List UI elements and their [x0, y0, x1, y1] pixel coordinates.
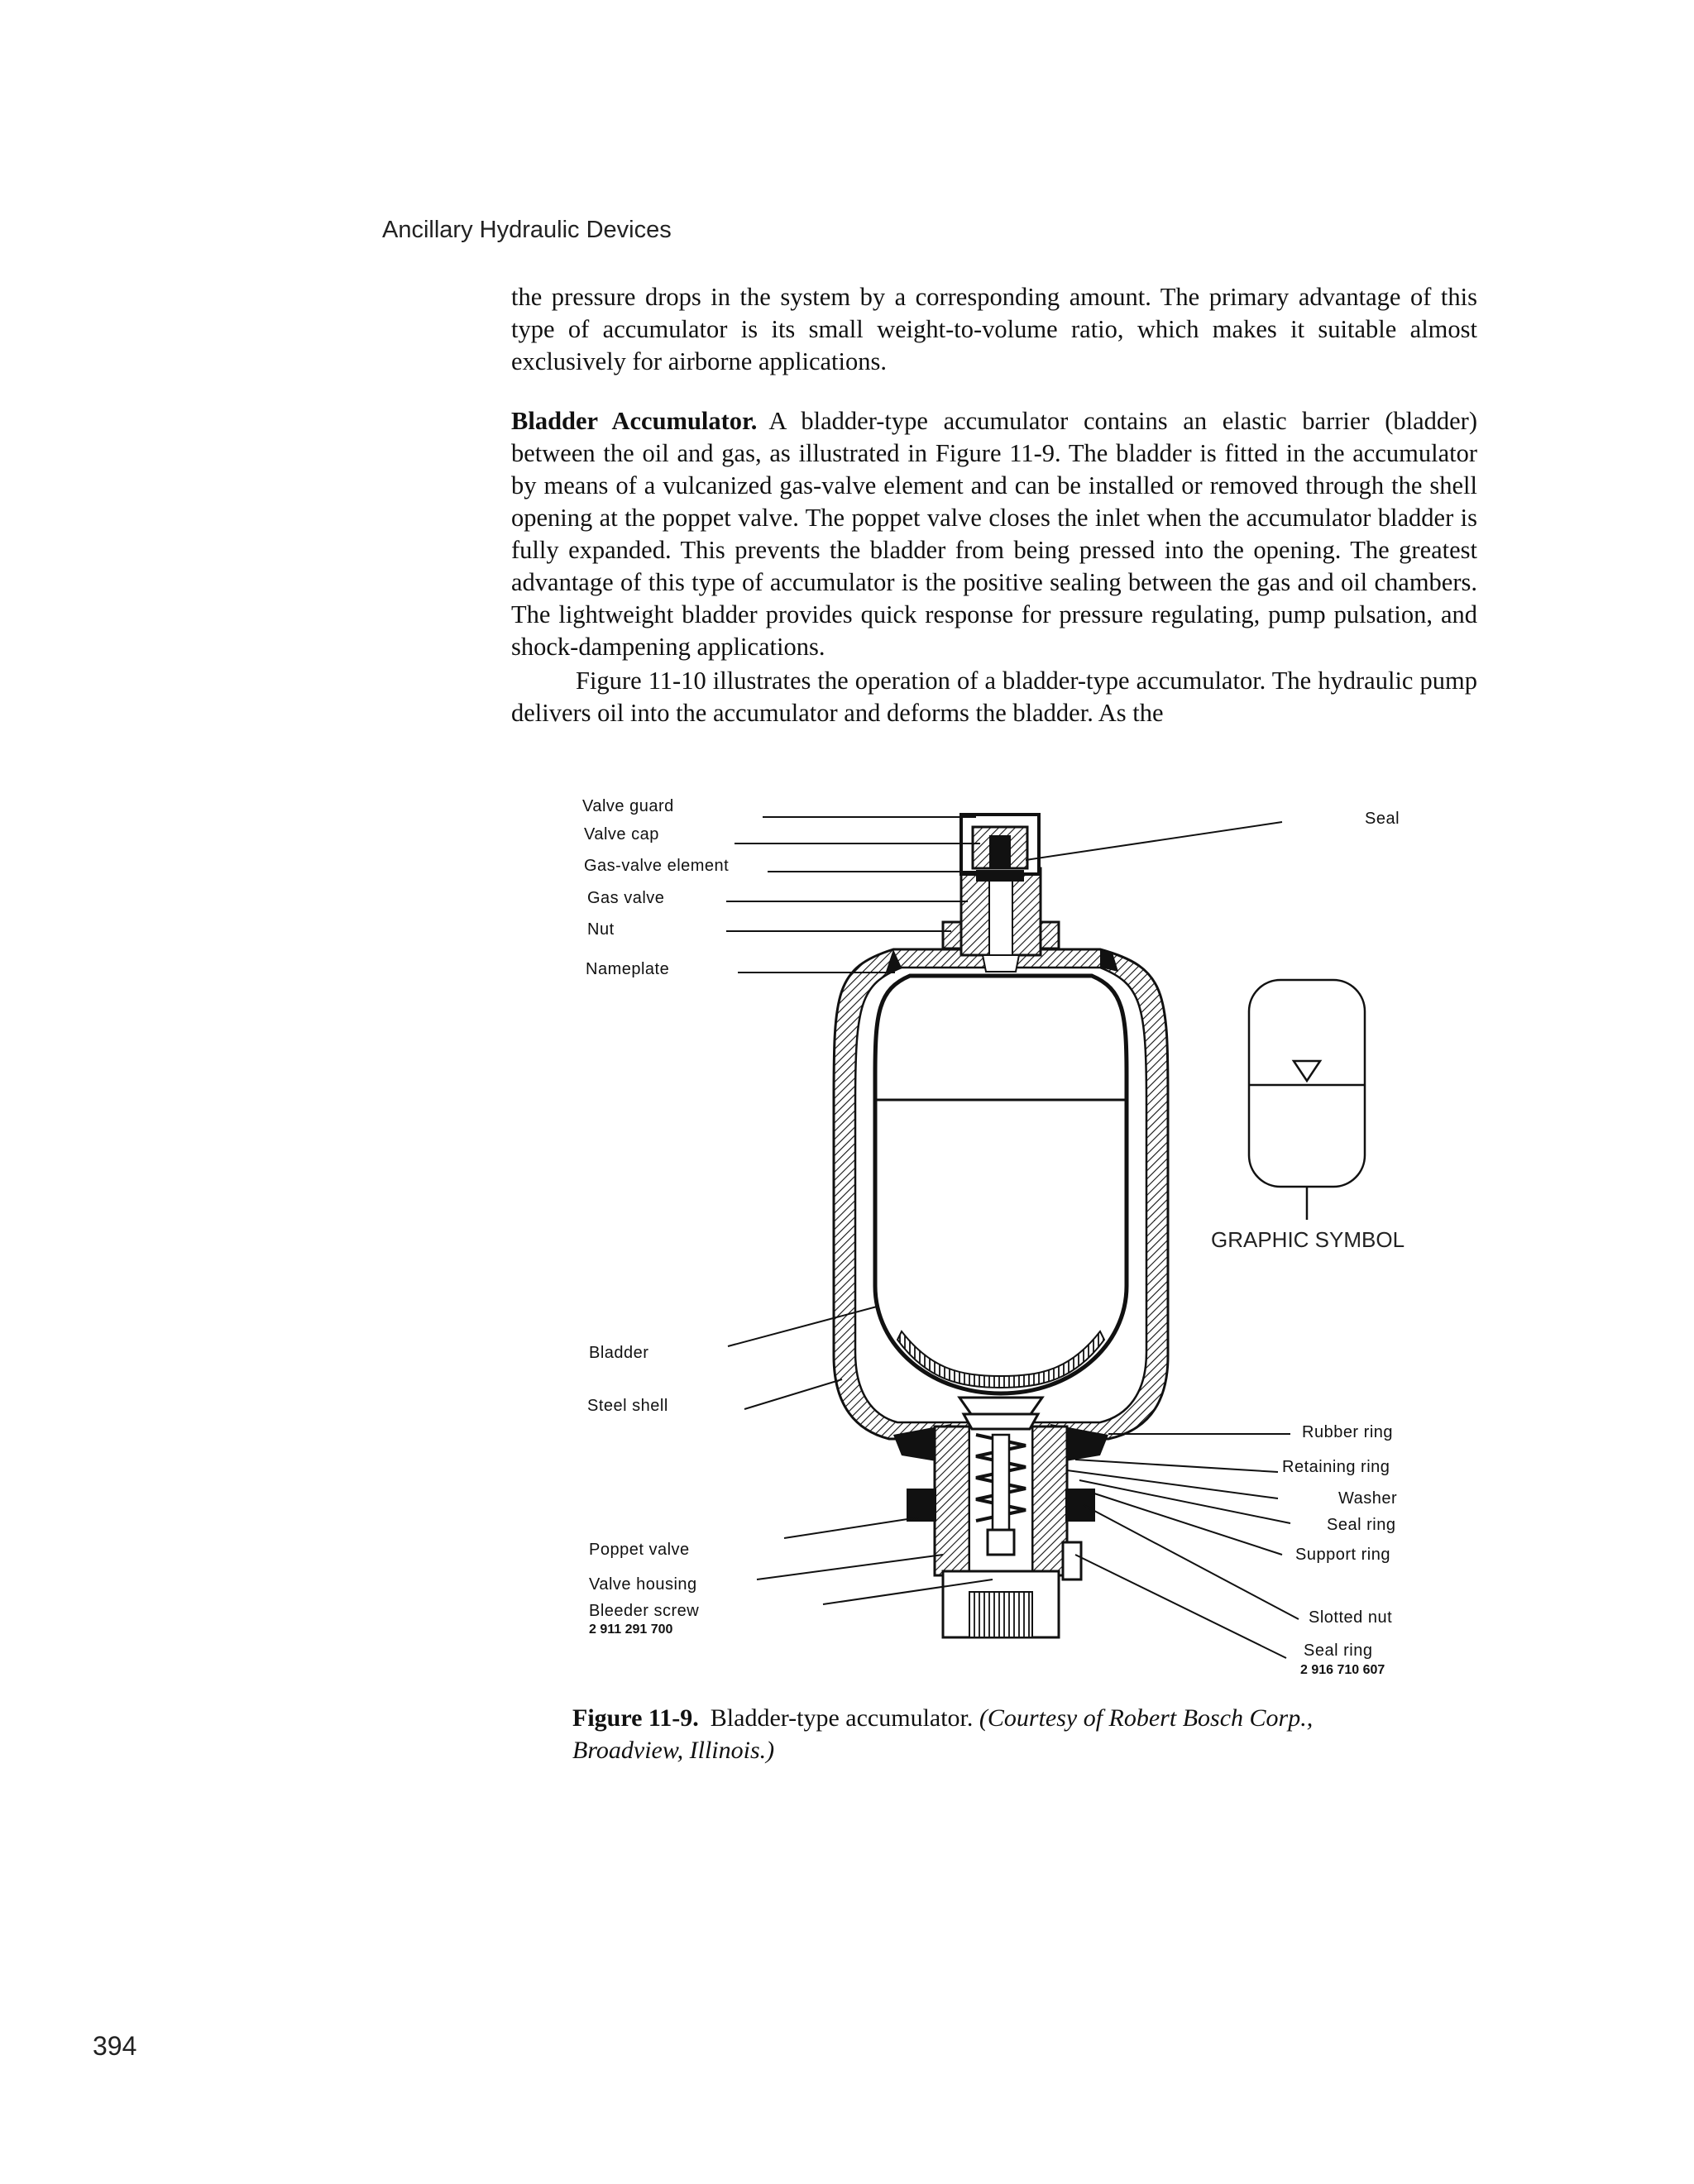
graphic-symbol-label: GRAPHIC SYMBOL	[1211, 1227, 1405, 1252]
label-seal-ring: Seal ring	[1327, 1516, 1396, 1534]
valve-stem	[983, 955, 1019, 972]
label-bleeder-screw: Bleeder screw	[589, 1602, 700, 1620]
bleeder-screw	[1063, 1542, 1081, 1579]
bladder	[875, 976, 1127, 1393]
poppet-valve-head	[959, 1398, 1042, 1429]
graphic-symbol-body	[1249, 980, 1365, 1187]
running-head: Ancillary Hydraulic Devices	[382, 217, 672, 243]
label-steel-shell: Steel shell	[587, 1397, 668, 1415]
label-poppet-valve: Poppet valve	[589, 1541, 690, 1559]
label-rubber-ring: Rubber ring	[1302, 1423, 1394, 1441]
support-ring-left	[907, 1489, 936, 1522]
run-in-heading: Bladder Accumulator.	[511, 407, 758, 435]
paragraph-2-body: A bladder-type accumulator contains an elastic barrier (bladder) between the oil and gas, as illustrated in Figure 11-9. The bladder is fitted in the accumulator by means of a vulcanized gas-valve element and can be installed or removed through the shell opening at the poppet valve. The poppet valve closes the inlet when the accumulator bladder is fully expanded. This prevents the bladder from being pressed into the opening. The greatest advantage of this type of accumulator is the positive sealing between the gas and oil chambers. The lightweight bladder provides quick response for pressure regulating, pump pulsation, and shock-dampening applications.	[511, 407, 1477, 661]
label-bladder: Bladder	[589, 1344, 649, 1362]
label-seal-ring-2: Seal ring	[1304, 1642, 1373, 1660]
caption-credit: (Courtesy of Robert Bosch Corp., Broadview, Illinois.)	[572, 1704, 1314, 1764]
label-nut: Nut	[587, 920, 615, 939]
label-valve-housing: Valve housing	[589, 1575, 697, 1594]
label-seal-ring-2-part: 2 916 710 607	[1300, 1663, 1385, 1677]
label-retaining-ring: Retaining ring	[1282, 1458, 1390, 1476]
label-washer: Washer	[1338, 1489, 1398, 1508]
caption-label: Figure 11-9.	[572, 1704, 699, 1732]
label-support-ring: Support ring	[1295, 1546, 1390, 1564]
label-nameplate: Nameplate	[586, 960, 670, 978]
label-valve-guard: Valve guard	[582, 797, 674, 815]
valve-housing-lower-bore	[969, 1592, 1032, 1637]
poppet-stem	[993, 1435, 1009, 1538]
label-valve-cap: Valve cap	[584, 825, 659, 843]
page-number: 394	[93, 2031, 137, 2061]
poppet-stem-nut	[988, 1530, 1014, 1555]
label-seal: Seal	[1365, 810, 1400, 828]
label-gas-valve: Gas valve	[587, 889, 665, 907]
label-gas-valve-element: Gas-valve element	[584, 857, 730, 875]
label-bleeder-screw-part: 2 911 291 700	[589, 1622, 673, 1637]
label-slotted-nut: Slotted nut	[1309, 1608, 1393, 1627]
support-ring-right	[1065, 1489, 1095, 1522]
valve-housing-left	[935, 1427, 969, 1575]
figure-caption	[572, 1702, 1400, 1766]
body-paragraph-1: the pressure drops in the system by a corresponding amount. The primary advantage of this type of accumulator is its small weight-to-volume ratio, which makes it suitable almost exclusively for airborne applications.	[511, 283, 1477, 375]
caption-text: Bladder-type accumulator.	[710, 1704, 974, 1732]
body-paragraph-3: Figure 11-10 illustrates the operation of a bladder-type accumulator. The hydraulic pump delivers oil into the accumulator and deforms the bladder. As the	[511, 667, 1477, 727]
gas-valve-element	[989, 835, 1011, 868]
